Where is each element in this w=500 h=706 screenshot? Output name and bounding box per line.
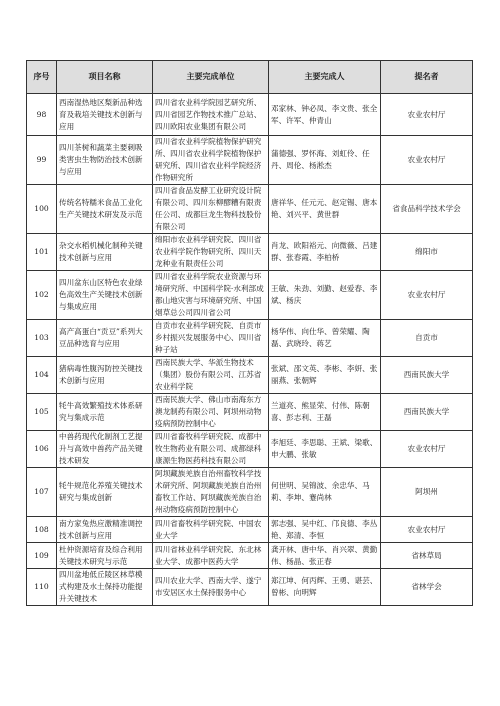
awards-table <box>26 60 473 606</box>
completion-people: 肖龙、欧阳裕元、向微薇、吕建群、张春霞、李柏桥 <box>269 234 381 271</box>
completion-units: 四川省林业科学研究院、东北林业大学、成都中医药大学 <box>153 543 269 569</box>
nominator: 省林学会 <box>381 569 473 606</box>
nominator: 农业农村厅 <box>381 271 473 320</box>
project-name: 西南湿热地区梨新品种选育及栽培关键技术创新与应用 <box>57 94 153 136</box>
completion-people: 邓家林、钟必凤、李文贵、张全军、许军、仲青山 <box>269 94 381 136</box>
completion-units: 四川农业大学、西南大学、遂宁市安居区水土保持服务中心 <box>153 569 269 606</box>
completion-units: 四川省农业科学院园艺研究所、四川省园艺作物技术推广总站、四川欧阳农业集团有限公司 <box>153 94 269 136</box>
completion-people: 李旭廷、李思聪、王斌、梁歌、申大鹏、张敏 <box>269 431 381 468</box>
header-units: 主要完成单位 <box>153 61 269 94</box>
project-name: 猪病毒性腹泻防控关键技术创新与应用 <box>57 357 153 394</box>
completion-people: 郑江坤、何丙辉、王勇、谌芸、曾彬、向明辉 <box>269 569 381 606</box>
completion-units: 西南民族大学、华派生物技术（集团）股份有限公司、江苏省农业科学院 <box>153 357 269 394</box>
project-name: 四川茶树和蔬菜主要刺吸类害虫生物防治技术创新与应用 <box>57 136 153 185</box>
table-row <box>27 185 473 234</box>
table-row <box>27 357 473 394</box>
nominator: 自贡市 <box>381 320 473 357</box>
table-row <box>27 517 473 543</box>
nominator: 绵阳市 <box>381 234 473 271</box>
project-name: 四川盆东山区特色农业绿色高效生产关键技术创新与集成应用 <box>57 271 153 320</box>
project-name: 杜仲资源培育及综合利用关键技术研究与示范 <box>57 543 153 569</box>
row-number: 106 <box>27 431 57 468</box>
table-row <box>27 136 473 185</box>
completion-units: 四川省食品发酵工业研究设计院有限公司、四川东柳醪糟有限责任公司、成都巨龙生物科技股份有限公司 <box>153 185 269 234</box>
project-name: 传统名特糯米食品工业化生产关键技术研发及示范 <box>57 185 153 234</box>
nominator: 农业农村厅 <box>381 431 473 468</box>
nominator: 省林草局 <box>381 543 473 569</box>
completion-units: 自贡市农业科学研究院、自贡市乡村振兴发展服务中心、四川省种子站 <box>153 320 269 357</box>
row-number: 100 <box>27 185 57 234</box>
completion-units: 西南民族大学、佛山市南海东方澳龙制药有限公司、阿坝州动物疫病预防控制中心 <box>153 394 269 431</box>
table-body <box>27 94 473 606</box>
row-number: 105 <box>27 394 57 431</box>
project-name: 南方家兔热应激精准调控技术创新与应用 <box>57 517 153 543</box>
nominator: 农业农村厅 <box>381 136 473 185</box>
completion-units: 四川省畜牧科学研究院、中国农业大学 <box>153 517 269 543</box>
row-number: 101 <box>27 234 57 271</box>
row-number: 109 <box>27 543 57 569</box>
completion-units: 四川省农业科学院植物保护研究所、四川省农业科学院植物保护研究所、四川省农业科学院经济作物研究所 <box>153 136 269 185</box>
row-number: 104 <box>27 357 57 394</box>
project-name: 四川盆地低丘陵区林草模式构建及水土保持功能提升关键技术 <box>57 569 153 606</box>
table-row <box>27 394 473 431</box>
completion-people: 唐祥华、任元元、赵定锡、唐本艳、刘兴平、黄世群 <box>269 185 381 234</box>
header-people: 主要完成人 <box>269 61 381 94</box>
completion-people: 张斌、邵文英、李彬、李妍、张丽燕、张朝辉 <box>269 357 381 394</box>
nominator: 阿坝州 <box>381 468 473 517</box>
completion-units: 绵阳市农业科学研究院、四川省农业科学院作物研究所、四川天龙种业有限责任公司 <box>153 234 269 271</box>
row-number: 102 <box>27 271 57 320</box>
row-number: 107 <box>27 468 57 517</box>
table-row <box>27 271 473 320</box>
project-name: 牦牛规范化养殖关键技术研究与集成创新 <box>57 468 153 517</box>
table-row <box>27 569 473 606</box>
row-number: 108 <box>27 517 57 543</box>
header-nominator: 提名者 <box>381 61 473 94</box>
header-num: 序号 <box>27 61 57 94</box>
nominator: 省食品科学技术学会 <box>381 185 473 234</box>
project-name: 中兽药现代化制剂工艺提升与高效中兽药产品关键技术研发 <box>57 431 153 468</box>
table-row <box>27 94 473 136</box>
row-number: 99 <box>27 136 57 185</box>
table-header-row <box>27 61 473 94</box>
table-row <box>27 431 473 468</box>
header-project: 项目名称 <box>57 61 153 94</box>
table-row <box>27 234 473 271</box>
table-row <box>27 320 473 357</box>
row-number: 103 <box>27 320 57 357</box>
table-row <box>27 543 473 569</box>
project-name: 高产高蛋白“贡豆”系列大豆品种选育与应用 <box>57 320 153 357</box>
completion-units: 阿坝藏族羌族自治州畜牧科学技术研究所、阿坝藏族羌族自治州畜牧工作站、阿坝藏族羌族自治州动物疫病预防控制中心 <box>153 468 269 517</box>
completion-people: 郭志强、吴中红、邝良德、李丛艳、郑清、李恒 <box>269 517 381 543</box>
table-row <box>27 468 473 517</box>
completion-people: 杨华伟、向仕华、曾荣耀、陶磊、武晓玲、蒋艺 <box>269 320 381 357</box>
completion-people: 王敏、朱劲、刘勤、赵爱春、李斌、杨庆 <box>269 271 381 320</box>
completion-units: 四川省畜牧科学研究院、成都中牧生物药业有限公司、成都绿科康源生物医药科技有限公司 <box>153 431 269 468</box>
completion-people: 兰道亮、熊显荣、付伟、陈朝喜、彭志利、王磊 <box>269 394 381 431</box>
nominator: 西南民族大学 <box>381 357 473 394</box>
completion-people: 龚开林、唐中华、肖兴翠、黄勤伟、杨晶、张正春 <box>269 543 381 569</box>
nominator: 农业农村厅 <box>381 517 473 543</box>
completion-people: 蒲德强、罗怀海、刘虹伶、任丹、周伦、杨淞杰 <box>269 136 381 185</box>
row-number: 110 <box>27 569 57 606</box>
nominator: 西南民族大学 <box>381 394 473 431</box>
completion-units: 四川省农业科学院农业资源与环境研究所、中国科学院·水利部成都山地灾害与环境研究所、中国烟草总公司四川省公司 <box>153 271 269 320</box>
project-name: 牦牛高效繁殖技术体系研究与集成示范 <box>57 394 153 431</box>
row-number: 98 <box>27 94 57 136</box>
completion-people: 何世明、吴锦波、余忠华、马莉、李坤、蹇尚林 <box>269 468 381 517</box>
nominator: 农业农村厅 <box>381 94 473 136</box>
project-name: 杂交水稻机械化制种关键技术创新与应用 <box>57 234 153 271</box>
